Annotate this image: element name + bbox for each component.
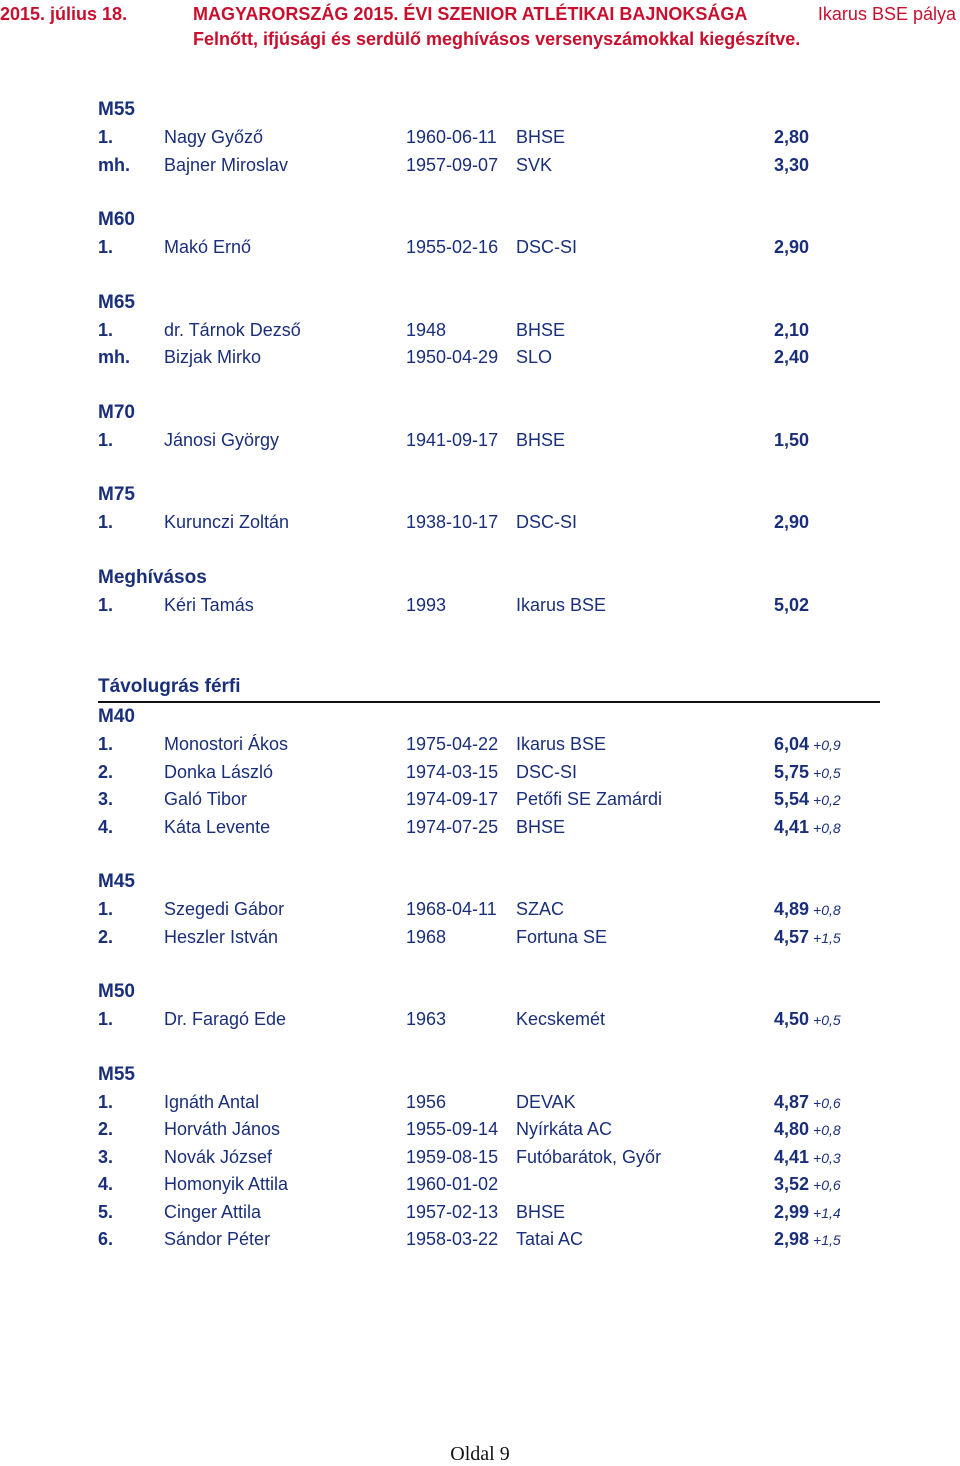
club-name: Kecskemét: [516, 1009, 606, 1029]
category-heading: M40: [98, 706, 135, 727]
result-mark-cell: [774, 1116, 841, 1145]
spacer: [98, 1034, 880, 1061]
result-row: [98, 1226, 880, 1254]
results-content: [98, 96, 880, 1254]
result-place: 1.: [98, 1009, 114, 1029]
athlete-name: Bizjak Mirko: [164, 347, 262, 367]
result-place: 4.: [98, 816, 114, 837]
result-mark-cell: [774, 152, 809, 180]
result-row: [98, 1144, 880, 1172]
result-row: [98, 427, 880, 455]
club-name: DEVAK: [516, 1091, 576, 1112]
club-name: SZAC: [516, 899, 565, 919]
result-place: 4.: [98, 1174, 114, 1194]
result-mark-cell: [774, 344, 809, 372]
result-mark: 3,52: [774, 1174, 810, 1194]
spacer: [98, 372, 880, 399]
club-name: DSC-SI: [516, 761, 578, 782]
result-mark-cell: [774, 786, 841, 815]
club-name: BHSE: [516, 127, 566, 147]
category-heading: M55: [98, 99, 135, 120]
result-row: [98, 1171, 880, 1199]
header-subtitle: Felnőtt, ifjúsági és serdülő meghívásos versenyszámokkal kiegészítve.: [193, 29, 801, 49]
result-row: [98, 509, 880, 537]
birth-date: 1950-04-29: [406, 347, 499, 367]
result-mark: 4,89: [774, 899, 810, 919]
result-place: 3.: [98, 1146, 114, 1167]
club-name: DSC-SI: [516, 512, 578, 532]
result-row: [98, 1089, 880, 1117]
result-mark: 2,10: [774, 319, 810, 340]
result-mark-cell: [774, 1144, 841, 1173]
result-mark-cell: [774, 427, 809, 455]
wind-reading: +0,2: [813, 792, 841, 808]
result-row: [98, 124, 880, 152]
club-name: BHSE: [516, 429, 566, 450]
result-place: 1.: [98, 429, 114, 450]
wind-reading: +0,5: [813, 764, 841, 781]
result-mark-cell: [774, 1171, 841, 1200]
spacer: [98, 179, 880, 206]
page-number: Oldal 9: [450, 1443, 510, 1465]
club-name: BHSE: [516, 816, 566, 837]
result-place: 1.: [98, 237, 114, 257]
result-row: [98, 152, 880, 180]
club-name: Nyírkáta AC: [516, 1119, 613, 1139]
birth-date: 1968: [406, 926, 447, 947]
category-heading: M65: [98, 291, 135, 313]
wind-reading: +0,8: [813, 819, 841, 836]
result-mark: 3,30: [774, 154, 810, 175]
birth-date: 1955-09-14: [406, 1119, 499, 1139]
spacer: [98, 951, 880, 978]
athlete-name: Dr. Faragó Ede: [164, 1009, 287, 1029]
result-mark-cell: [774, 896, 841, 925]
athlete-name: dr. Tárnok Dezső: [164, 319, 301, 340]
event-title: Távolugrás férfi: [98, 673, 880, 703]
result-mark-cell: [774, 124, 809, 152]
result-place: 3.: [98, 789, 114, 809]
category-heading: M45: [98, 871, 135, 892]
result-place: 1.: [98, 319, 114, 340]
athlete-name: Cinger Attila: [164, 1201, 262, 1222]
result-row: [98, 592, 880, 620]
birth-date: 1958-03-22: [406, 1229, 499, 1249]
club-name: Fortuna SE: [516, 926, 608, 947]
result-place: 1.: [98, 594, 114, 615]
birth-date: 1959-08-15: [406, 1146, 499, 1167]
result-mark: 4,41: [774, 816, 810, 837]
result-row: [98, 234, 880, 262]
birth-date: 1955-02-16: [406, 237, 499, 257]
result-place: 5.: [98, 1201, 114, 1222]
result-row: [98, 344, 880, 372]
result-mark-cell: [774, 1006, 841, 1035]
result-row: [98, 786, 880, 814]
result-mark: 6,04: [774, 734, 810, 754]
spacer: [98, 454, 880, 481]
athlete-name: Ignáth Antal: [164, 1091, 260, 1112]
result-mark-cell: [774, 814, 841, 843]
result-place: 1.: [98, 512, 114, 532]
birth-date: 1957-02-13: [406, 1201, 499, 1222]
result-place: 1.: [98, 734, 114, 754]
category-heading: M60: [98, 209, 135, 230]
wind-reading: +0,6: [813, 1177, 841, 1193]
result-row: [98, 1006, 880, 1034]
result-mark: 4,80: [774, 1119, 810, 1139]
result-mark: 4,50: [774, 1009, 810, 1029]
result-mark: 5,02: [774, 594, 810, 615]
result-mark-cell: [774, 759, 841, 788]
birth-date: 1956: [406, 1091, 447, 1112]
club-name: BHSE: [516, 319, 566, 340]
birth-date: 1968-04-11: [406, 899, 497, 919]
result-place: 2.: [98, 926, 114, 947]
result-mark: 2,98: [774, 1229, 810, 1249]
result-mark: 2,90: [774, 237, 810, 257]
club-name: Ikarus BSE: [516, 594, 607, 615]
spacer: [98, 619, 880, 673]
spacer: [98, 841, 880, 868]
result-mark-cell: [774, 592, 809, 620]
result-row: [98, 731, 880, 759]
category-heading: M75: [98, 484, 135, 505]
birth-date: 1993: [406, 594, 447, 615]
club-name: Ikarus BSE: [516, 734, 607, 754]
club-name: DSC-SI: [516, 237, 578, 257]
wind-reading: +0,8: [813, 902, 841, 918]
birth-date: 1957-09-07: [406, 154, 499, 175]
athlete-name: Nagy Győző: [164, 127, 264, 147]
result-mark-cell: [774, 731, 841, 760]
result-mark: 2,99: [774, 1201, 810, 1222]
birth-date: 1960-06-11: [406, 127, 497, 147]
result-mark: 5,75: [774, 761, 810, 782]
result-row: [98, 1199, 880, 1227]
wind-reading: +0,9: [813, 737, 841, 753]
athlete-name: Makó Ernő: [164, 237, 252, 257]
athlete-name: Horváth János: [164, 1119, 281, 1139]
result-place: 1.: [98, 1091, 114, 1112]
result-mark-cell: [774, 1226, 841, 1255]
club-name: SVK: [516, 154, 553, 175]
result-place: mh.: [98, 347, 131, 367]
result-row: [98, 317, 880, 345]
club-name: BHSE: [516, 1201, 566, 1222]
wind-reading: +0,3: [813, 1149, 841, 1166]
result-mark: 2,80: [774, 127, 810, 147]
wind-reading: +0,6: [813, 1094, 841, 1111]
wind-reading: +0,5: [813, 1012, 841, 1028]
athlete-name: Homonyik Attila: [164, 1174, 289, 1194]
birth-date: 1974-07-25: [406, 816, 499, 837]
result-place: 2.: [98, 761, 114, 782]
result-mark-cell: [774, 509, 809, 537]
athlete-name: Monostori Ákos: [164, 734, 289, 754]
athlete-name: Kéri Tamás: [164, 594, 254, 615]
athlete-name: Heszler István: [164, 926, 279, 947]
result-row: [98, 814, 880, 842]
wind-reading: +0,8: [813, 1122, 841, 1138]
birth-date: 1974-03-15: [406, 761, 499, 782]
birth-date: 1941-09-17: [406, 429, 499, 450]
birth-date: 1975-04-22: [406, 734, 499, 754]
result-mark-cell: [774, 1089, 841, 1118]
category-heading: M55: [98, 1063, 135, 1085]
athlete-name: Kurunczi Zoltán: [164, 512, 290, 532]
result-row: [98, 759, 880, 787]
club-name: SLO: [516, 347, 553, 367]
result-mark-cell: [774, 924, 841, 953]
header-date: 2015. július 18.: [0, 4, 128, 24]
birth-date: 1963: [406, 1009, 447, 1029]
result-place: mh.: [98, 154, 131, 175]
athlete-name: Bajner Miroslav: [164, 154, 289, 175]
athlete-name: Donka László: [164, 761, 274, 782]
birth-date: 1938-10-17: [406, 512, 499, 532]
club-name: Futóbarátok, Győr: [516, 1146, 662, 1167]
result-mark-cell: [774, 1199, 841, 1228]
athlete-name: Szegedi Gábor: [164, 899, 285, 919]
page-header: [0, 2, 960, 52]
wind-reading: +1,4: [813, 1204, 841, 1221]
wind-reading: +1,5: [813, 929, 841, 946]
club-name: Tatai AC: [516, 1229, 584, 1249]
result-row: [98, 1116, 880, 1144]
athlete-name: Káta Levente: [164, 816, 271, 837]
result-mark: 4,41: [774, 1146, 810, 1167]
result-mark: 2,90: [774, 512, 810, 532]
birth-date: 1960-01-02: [406, 1174, 499, 1194]
result-mark: 1,50: [774, 429, 810, 450]
result-row: [98, 896, 880, 924]
result-row: [98, 924, 880, 952]
athlete-name: Jánosi György: [164, 429, 280, 450]
result-mark: 4,57: [774, 926, 810, 947]
athlete-name: Novák József: [164, 1146, 273, 1167]
athlete-name: Galó Tibor: [164, 789, 248, 809]
header-title: MAGYARORSZÁG 2015. ÉVI SZENIOR ATLÉTIKAI BAJNOKSÁGA: [193, 4, 748, 24]
result-mark: 4,87: [774, 1091, 810, 1112]
birth-date: 1948: [406, 319, 447, 340]
club-name: Petőfi SE Zamárdi: [516, 789, 663, 809]
result-place: 1.: [98, 899, 114, 919]
result-place: 6.: [98, 1229, 114, 1249]
result-mark-cell: [774, 317, 809, 345]
athlete-name: Sándor Péter: [164, 1229, 271, 1249]
result-place: 2.: [98, 1119, 114, 1139]
wind-reading: +1,5: [813, 1232, 841, 1248]
birth-date: 1974-09-17: [406, 789, 499, 809]
spacer: [98, 262, 880, 289]
category-heading: M50: [98, 981, 135, 1002]
category-heading: M70: [98, 401, 135, 423]
header-venue: Ikarus BSE pálya: [817, 4, 956, 24]
result-mark-cell: [774, 234, 809, 262]
spacer: [98, 537, 880, 564]
result-place: 1.: [98, 127, 114, 147]
category-heading: Meghívásos: [98, 566, 207, 588]
result-mark: 2,40: [774, 347, 810, 367]
result-mark: 5,54: [774, 789, 810, 809]
